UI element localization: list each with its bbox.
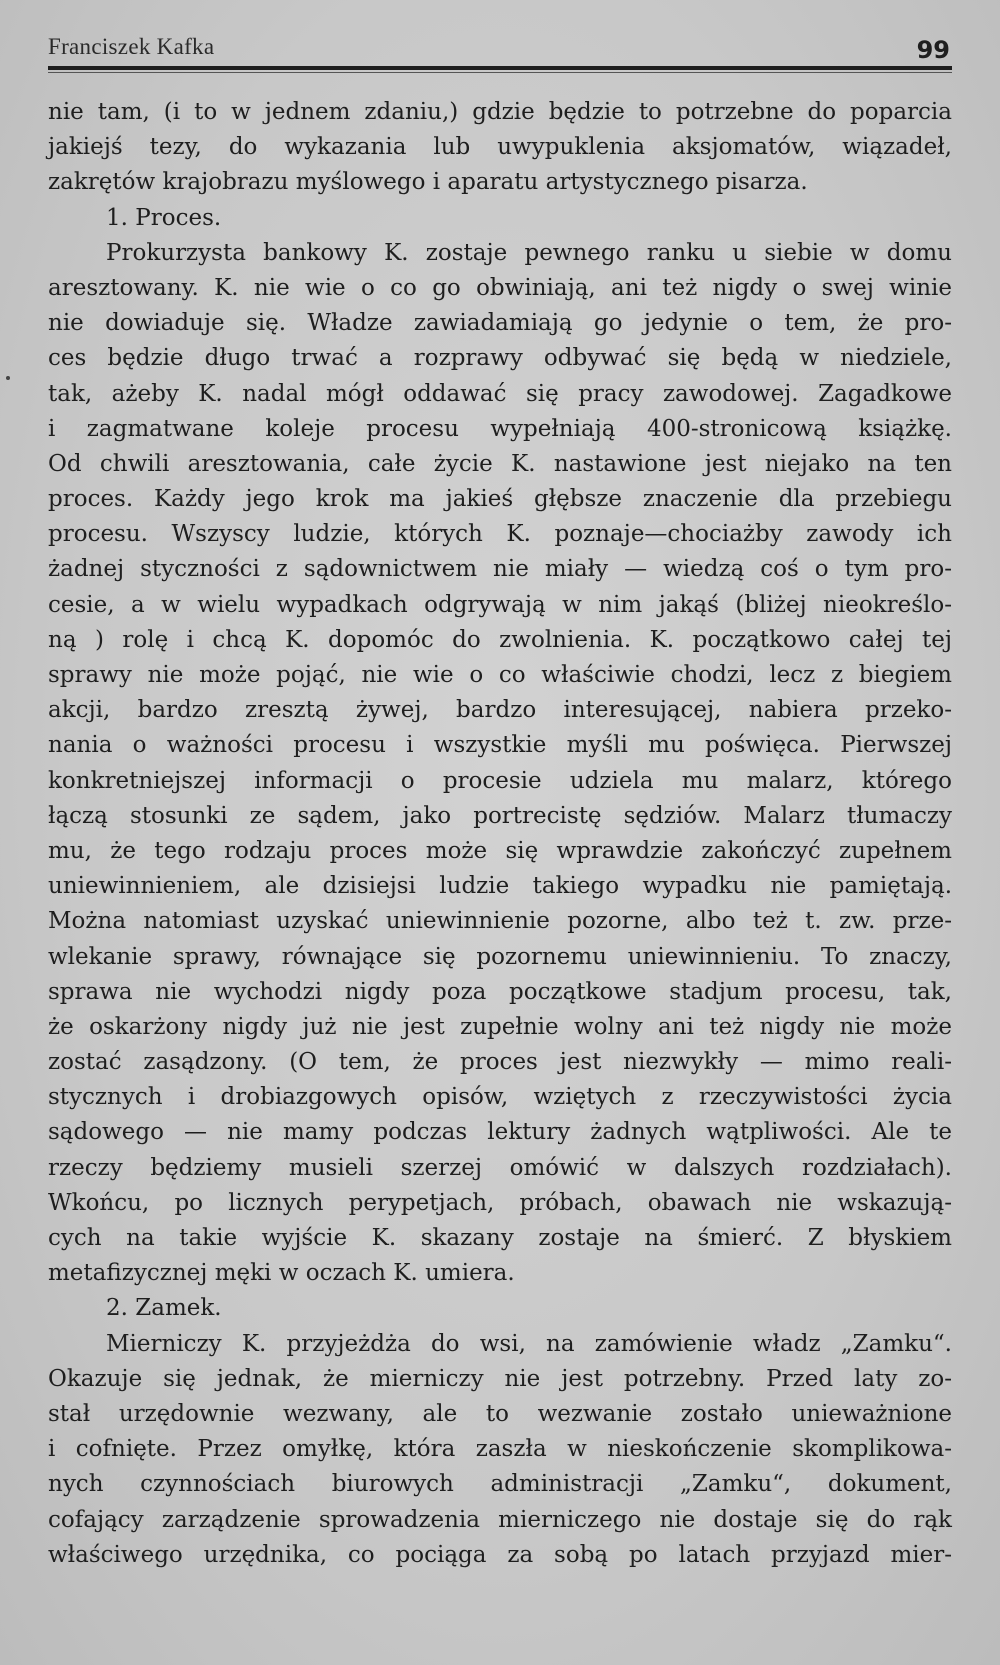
text-line: sprawa nie wychodzi nigdy poza początkowe stadjum procesu, tak, [48, 978, 952, 1005]
text-line: konkretniejszej informacji o procesie udziela mu malarz, którego [48, 767, 952, 794]
text-line: zakrętów krajobrazu myślowego i aparatu artystycznego pisarza. [48, 169, 808, 196]
text-line: mu, że tego rodzaju proces może się wprawdzie zakończyć zupełnem [48, 837, 952, 864]
text-line: stycznych i drobiazgowych opisów, wziętych z rzeczywistości życia [48, 1084, 952, 1111]
text-line: rzeczy będziemy musieli szerzej omówić w dalszych rozdziałach). [48, 1154, 952, 1181]
text-line: tak, ażeby K. nadal mógł oddawać się pracy zawodowej. Zagadkowe [48, 380, 952, 407]
text-line: ną ) rolę i chcą K. dopomóc do zwolnienia. K. początkowo całej tej [48, 626, 952, 653]
text-line: sprawy nie może pojąć, nie wie o co właściwie chodzi, lecz z biegiem [48, 662, 952, 688]
text-line: Można natomiast uzyskać uniewinnienie pozorne, albo też t. zw. prze- [48, 908, 952, 935]
header-rule-thin [48, 72, 952, 73]
text-line: Okazuje się jednak, że mierniczy nie jest potrzebny. Przed laty zo- [48, 1365, 952, 1392]
running-head [48, 30, 952, 70]
text-line: procesu. Wszyscy ludzie, których K. poznaje—chociażby zawody ich [48, 521, 952, 548]
section-heading-proces: 1. Proces. [106, 204, 222, 231]
text-line: wlekanie sprawy, równające się pozornemu uniewinnieniu. To znaczy, [48, 943, 952, 970]
text-line: zostać zasądzony. (O tem, że proces jest niezwykły — mimo reali- [48, 1049, 952, 1076]
text-line: uniewinnieniem, ale dzisiejsi ludzie takiego wypadku nie pamiętają. [48, 873, 952, 900]
text-line: nych czynnościach biurowych administracji „Zamku“, dokument, [48, 1471, 952, 1498]
running-head-author: Franciszek Kafka [48, 34, 215, 59]
text-line: Wkońcu, po licznych perypetjach, próbach, obawach nie wskazują- [48, 1189, 952, 1216]
text-line: cych na takie wyjście K. skazany zostaje na śmierć. Z błyskiem [48, 1225, 952, 1251]
text-line: Prokurzysta bankowy K. zostaje pewnego ranku u siebie w domu [106, 239, 952, 266]
text-line: nania o ważności procesu i wszystkie myśli mu poświęca. Pierwszej [48, 732, 952, 759]
header-rule [48, 66, 952, 70]
section-heading-zamek: 2. Zamek. [106, 1295, 222, 1322]
text-line: jakiejś tezy, do wykazania lub uwypuklenia aksjomatów, wiązadeł, [48, 134, 952, 161]
text-line: sądowego — nie mamy podczas lektury żadnych wątpliwości. Ale te [48, 1119, 952, 1146]
text-line: nie tam, (i to w jednem zdaniu,) gdzie będzie to potrzebne do poparcia [48, 99, 952, 125]
body-text [48, 95, 952, 1573]
text-line: akcji, bardzo zresztą żywej, bardzo interesującej, nabiera przeko- [48, 697, 952, 724]
page-number: 99 [916, 36, 950, 64]
text-line: Od chwili aresztowania, całe życie K. nastawione jest niejako na ten [48, 450, 952, 477]
text-line: właściwego urzędnika, co pociąga za sobą po latach przyjazd mier- [48, 1541, 952, 1568]
text-line: i zagmatwane koleje procesu wypełniają 400-stronicową książkę. [48, 415, 952, 442]
text-line: żadnej styczności z sądownictwem nie miały — wiedzą coś o tym pro- [48, 556, 952, 583]
text-line: metafizycznej męki w oczach K. umiera. [48, 1260, 515, 1287]
text-line: Mierniczy K. przyjeżdża do wsi, na zamówienie władz „Zamku“. [106, 1330, 952, 1357]
text-line: aresztowany. K. nie wie o co go obwiniają, ani też nigdy o swej winie [48, 274, 952, 301]
text-line: że oskarżony nigdy już nie jest zupełnie wolny ani też nigdy nie może [48, 1013, 952, 1040]
text-line: łączą stosunki ze sądem, jako portrecistę sędziów. Malarz tłumaczy [48, 802, 952, 829]
text-line: nie dowiaduje się. Władze zawiadamiają go jedynie o tem, że pro- [48, 310, 952, 337]
text-line: cesie, a w wielu wypadkach odgrywają w nim jakąś (bliżej nieokreślo- [48, 591, 952, 618]
text-line: cofający zarządzenie sprowadzenia mierniczego nie dostaje się do rąk [48, 1506, 952, 1533]
text-line: i cofnięte. Przez omyłkę, która zaszła w nieskończenie skomplikowa- [48, 1436, 952, 1463]
text-line: proces. Każdy jego krok ma jakieś głębsze znaczenie dla przebiegu [48, 486, 952, 513]
paper-speck [6, 376, 10, 380]
text-line: stał urzędownie wezwany, ale to wezwanie zostało unieważnione [48, 1400, 952, 1427]
text-line: ces będzie długo trwać a rozprawy odbywać się będą w niedziele, [48, 345, 952, 372]
